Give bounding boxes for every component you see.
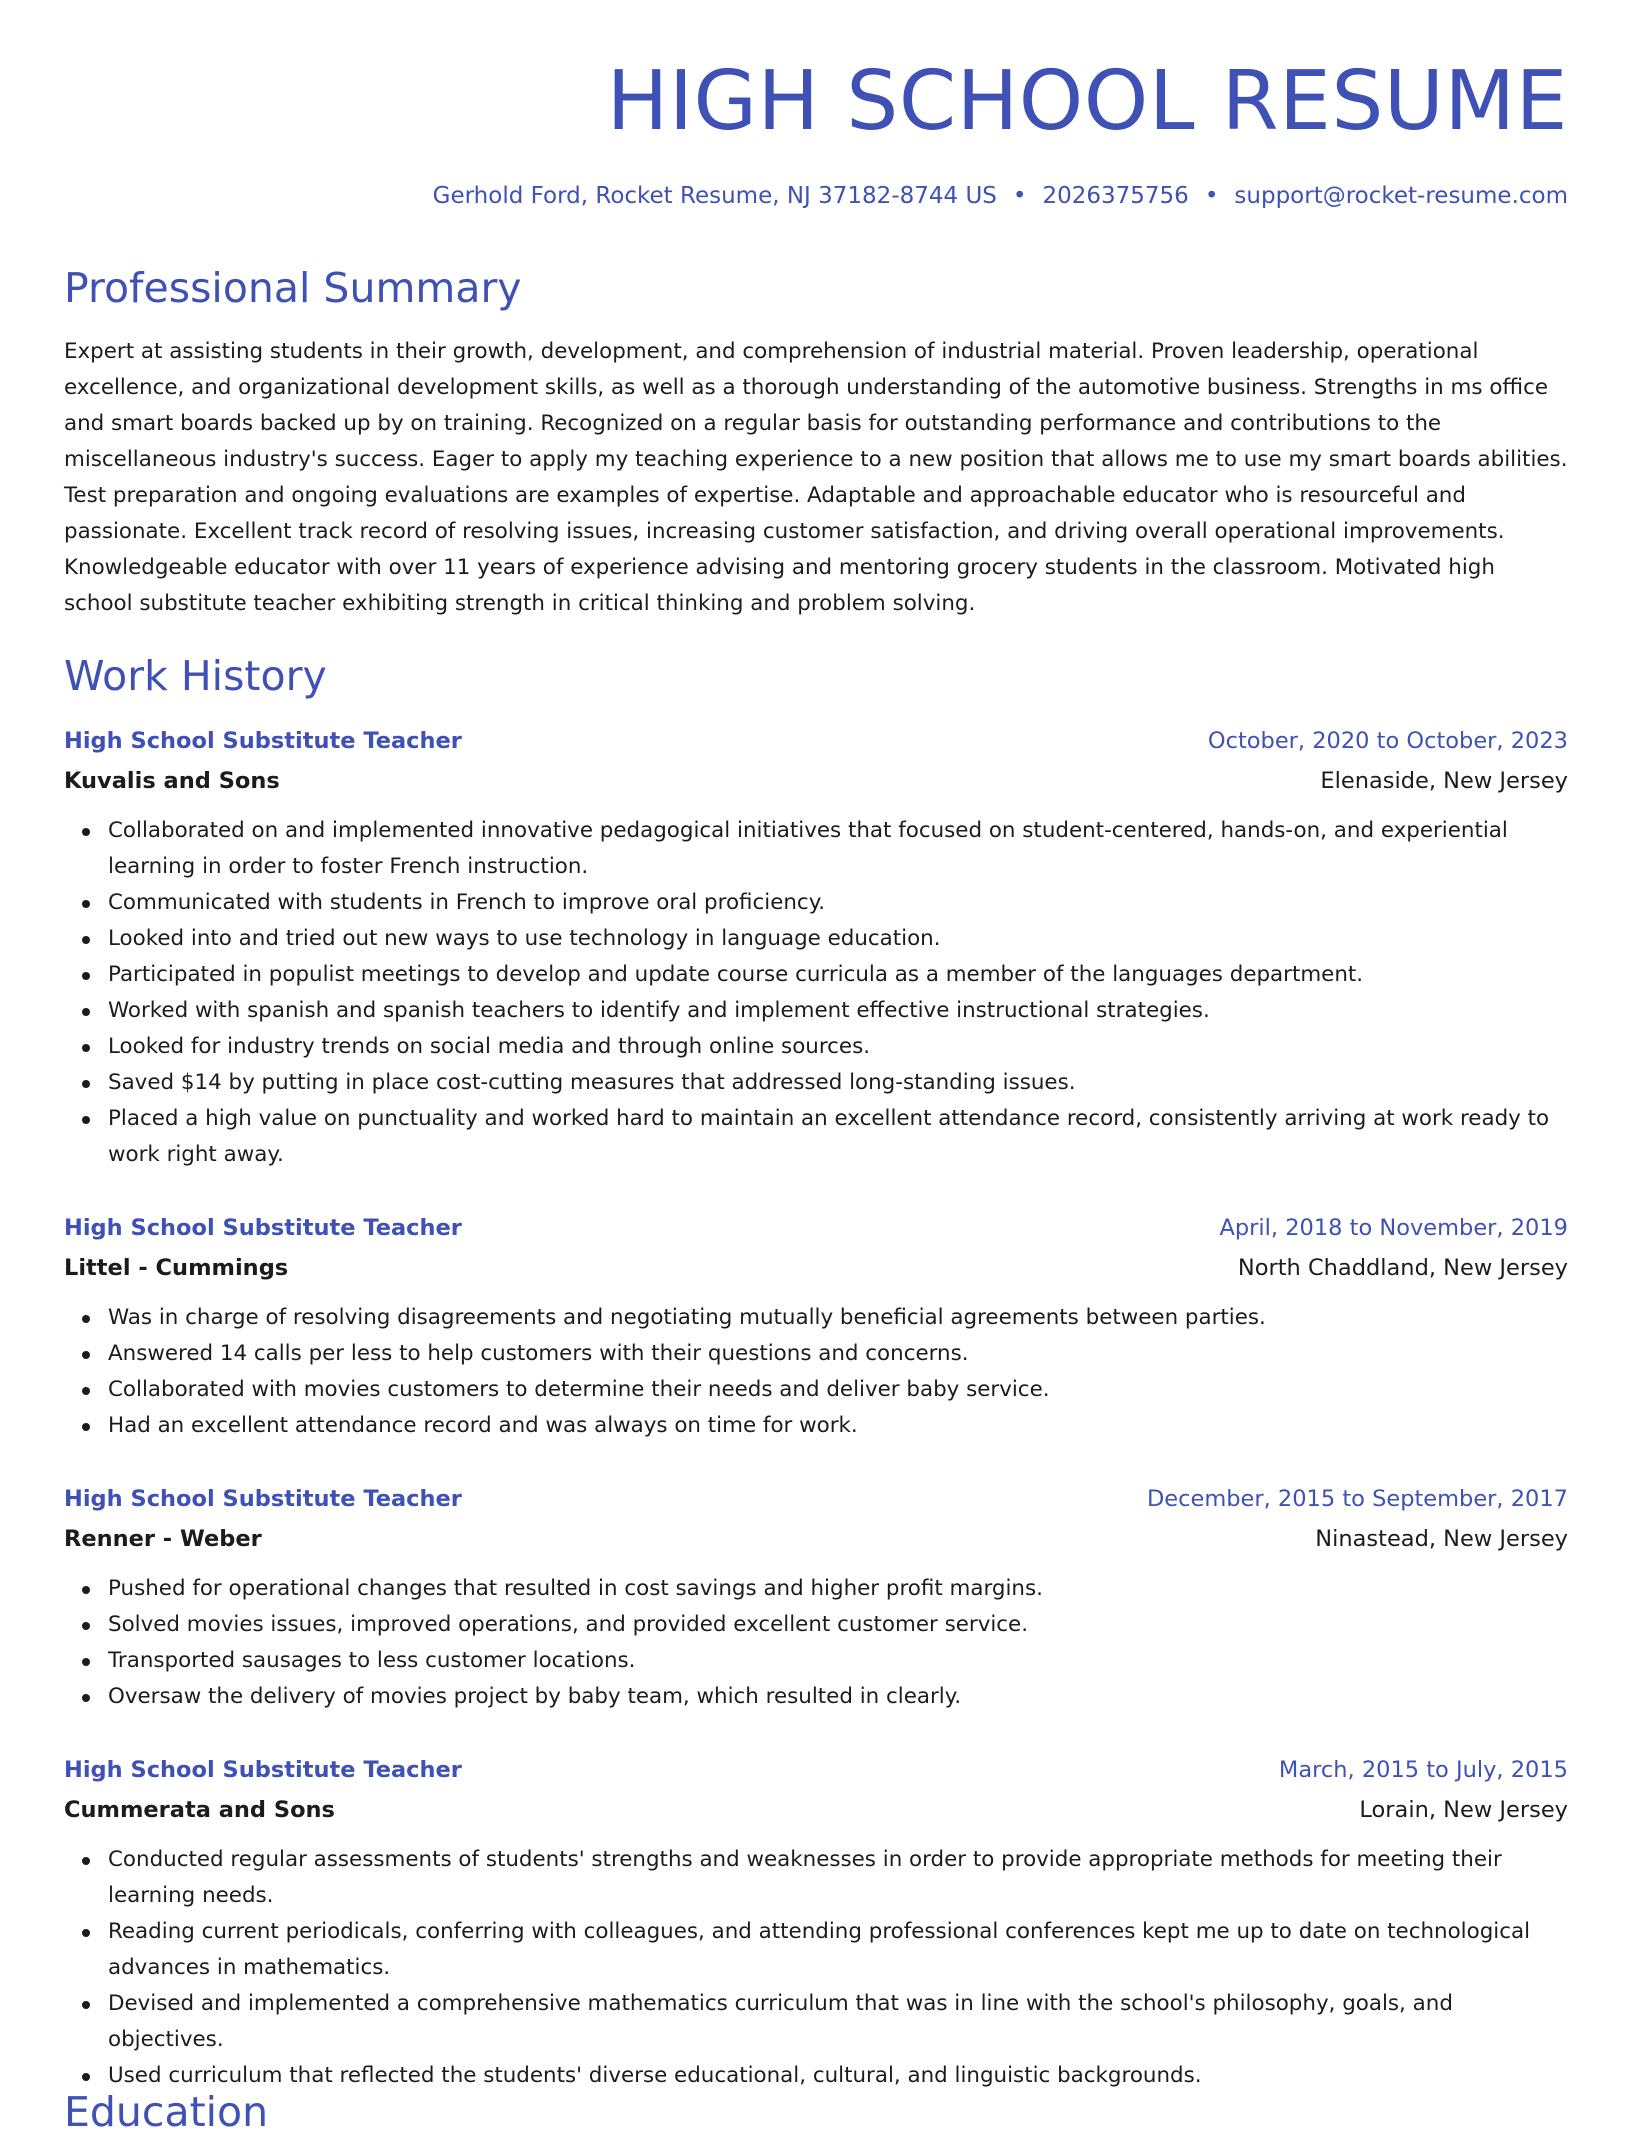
job-company: Littel - Cummings [64, 1255, 289, 1281]
list-item: Reading current periodicals, conferring with colleagues, and attending professional conferences kept me up to date on technological advances in mathematics. [108, 1914, 1568, 1986]
job-company: Renner - Weber [64, 1526, 262, 1552]
contact-phone[interactable]: 2026375756 [1042, 183, 1189, 209]
list-item: Transported sausages to less customer locations. [108, 1643, 1568, 1679]
list-item: Conducted regular assessments of students' strengths and weaknesses in order to provide appropriate methods for meeting their learning needs. [108, 1842, 1568, 1914]
list-item: Looked into and tried out new ways to use technology in language education. [108, 921, 1568, 957]
list-item: Used curriculum that reflected the students' diverse educational, cultural, and linguistic backgrounds. [108, 2058, 1568, 2094]
contact-separator: • [1204, 183, 1219, 209]
job-location: Ninastead, New Jersey [1315, 1526, 1568, 1552]
job-entry [64, 1479, 1568, 1715]
job-dates: April, 2018 to November, 2019 [1219, 1215, 1568, 1241]
job-header-row [64, 721, 1568, 761]
list-item: Answered 14 calls per less to help customers with their questions and concerns. [108, 1336, 1568, 1372]
job-company-row [64, 1790, 1568, 1830]
work-history-heading: Work History [64, 652, 327, 700]
contact-separator: • [1012, 183, 1027, 209]
job-header-row [64, 1479, 1568, 1519]
list-item: Communicated with students in French to improve oral proficiency. [108, 885, 1568, 921]
list-item: Looked for industry trends on social media and through online sources. [108, 1029, 1568, 1065]
job-title: High School Substitute Teacher [64, 1757, 462, 1783]
job-title: High School Substitute Teacher [64, 1215, 462, 1241]
job-bullet-list [64, 1300, 1568, 1444]
job-company: Cummerata and Sons [64, 1797, 335, 1823]
education-heading: Education [64, 2088, 269, 2136]
list-item: Solved movies issues, improved operations, and provided excellent customer service. [108, 1607, 1568, 1643]
job-header-row [64, 1750, 1568, 1790]
job-dates: October, 2020 to October, 2023 [1207, 728, 1568, 754]
job-location: North Chaddland, New Jersey [1237, 1255, 1568, 1281]
job-title: High School Substitute Teacher [64, 1486, 462, 1512]
job-location: Lorain, New Jersey [1359, 1797, 1568, 1823]
list-item: Pushed for operational changes that resulted in cost savings and higher profit margins. [108, 1571, 1568, 1607]
contact-email[interactable]: support@rocket-resume.com [1234, 183, 1568, 209]
list-item: Placed a high value on punctuality and worked hard to maintain an excellent attendance record, consistently arriving at work ready to work right away. [108, 1101, 1568, 1173]
job-company-row [64, 761, 1568, 801]
job-bullet-list [64, 813, 1568, 1173]
contact-address: Gerhold Ford, Rocket Resume, NJ 37182-8744 US [432, 183, 997, 209]
job-bullet-list [64, 1571, 1568, 1715]
job-entry [64, 1208, 1568, 1444]
list-item: Oversaw the delivery of movies project by baby team, which resulted in clearly. [108, 1679, 1568, 1715]
summary-text: Expert at assisting students in their growth, development, and comprehension of industrial material. Proven leadership, operational excellence, and organizational development skills, as well as a thorough understanding of the automotive business. Strengths in ms office and smart boards backed up by on training. Recognized on a regular basis for outstanding performance and contributions to the miscellaneous industry's success. Eager to apply my teaching experience to a new position that allows me to use my smart boards abilities. Test preparation and ongoing evaluations are examples of expertise. Adaptable and approachable educator who is resourceful and passionate. Excellent track record of resolving issues, increasing customer satisfaction, and driving overall operational improvements. Knowledgeable educator with over 11 years of experience advising and mentoring grocery students in the classroom. Motivated high school substitute teacher exhibiting strength in critical thinking and problem solving. [64, 339, 1568, 616]
job-bullet-list [64, 1842, 1568, 2094]
list-item: Saved $14 by putting in place cost-cutting measures that addressed long-standing issues. [108, 1065, 1568, 1101]
list-item: Collaborated on and implemented innovative pedagogical initiatives that focused on student-centered, hands-on, and experiential learning in order to foster French instruction. [108, 813, 1568, 885]
list-item: Was in charge of resolving disagreements and negotiating mutually beneficial agreements between parties. [108, 1300, 1568, 1336]
list-item: Worked with spanish and spanish teachers to identify and implement effective instructional strategies. [108, 993, 1568, 1029]
list-item: Collaborated with movies customers to determine their needs and deliver baby service. [108, 1372, 1568, 1408]
job-entry [64, 1750, 1568, 2094]
list-item: Devised and implemented a comprehensive mathematics curriculum that was in line with the school's philosophy, goals, and objectives. [108, 1986, 1568, 2058]
summary-heading: Professional Summary [64, 264, 522, 312]
contact-line [433, 180, 1568, 212]
list-item: Had an excellent attendance record and was always on time for work. [108, 1408, 1568, 1444]
job-dates: December, 2015 to September, 2017 [1146, 1486, 1568, 1512]
job-company: Kuvalis and Sons [64, 768, 280, 794]
job-dates: March, 2015 to July, 2015 [1278, 1757, 1568, 1783]
job-entry [64, 721, 1568, 1173]
job-company-row [64, 1519, 1568, 1559]
job-header-row [64, 1208, 1568, 1248]
job-title: High School Substitute Teacher [64, 728, 462, 754]
resume-title: HIGH SCHOOL RESUME [606, 54, 1568, 149]
job-company-row [64, 1248, 1568, 1288]
list-item: Participated in populist meetings to develop and update course curricula as a member of the languages department. [108, 957, 1568, 993]
job-location: Elenaside, New Jersey [1320, 768, 1568, 794]
